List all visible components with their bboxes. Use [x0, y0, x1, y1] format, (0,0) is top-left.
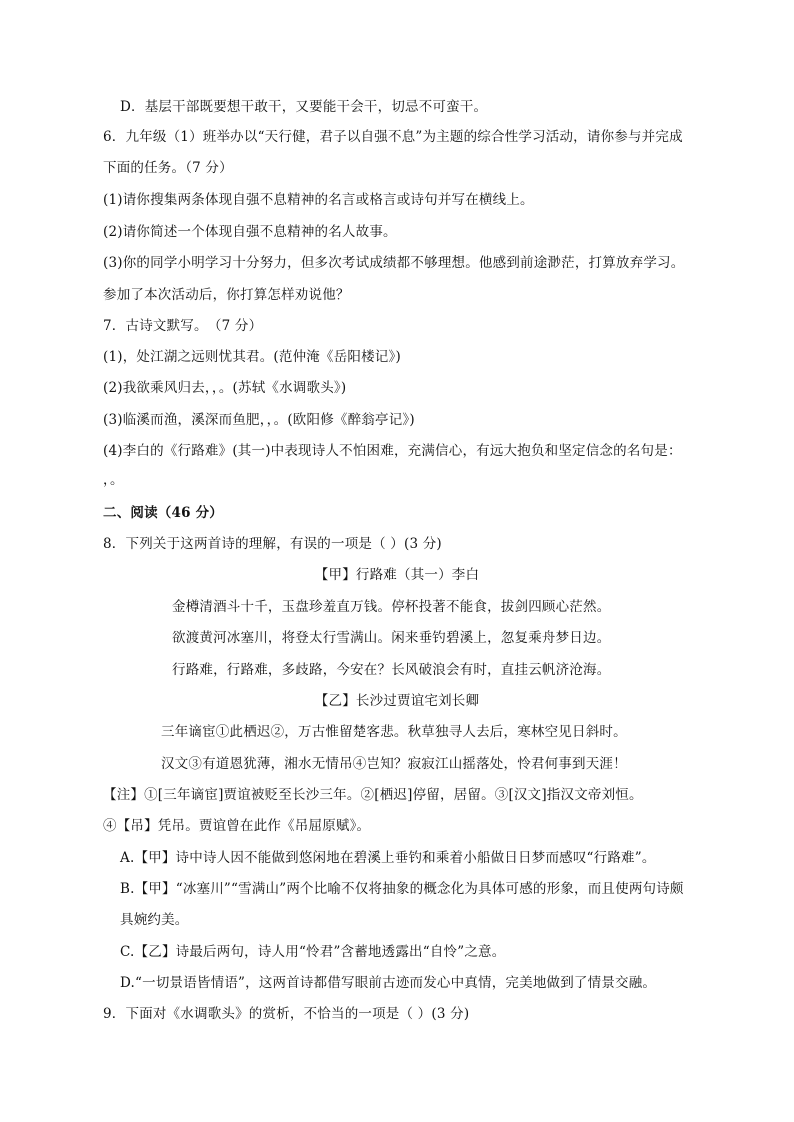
poem-b-line2: 汉文③有道恩犹薄，湘水无情吊④岂知？寂寂江山摇落处，怜君何事到天涯！: [161, 756, 627, 772]
q6-stem-line1: 6．九年级（1）班举办以“天行健，君子以自强不息”为主题的综合性学习活动，请你参与并完成: [103, 129, 683, 145]
q9-stem: 9．下面对《水调歌头》的赏析，不恰当的一项是（ ）(3 分): [103, 1006, 470, 1022]
poem-a-line2: 欲渡黄河冰塞川，将登太行雪满山。闲来垂钓碧溪上，忽复乘舟梦日边。: [172, 630, 611, 646]
q7-item3: (3)临溪而渔，溪深而鱼肥，，。(欧阳修《醉翁亭记》): [103, 412, 415, 428]
q8-option-b-line1: B.【甲】“冰塞川”“雪满山”两个比喻不仅将抽象的概念化为具体可感的形象，而且使两句诗颇: [120, 881, 684, 897]
q6-task1: (1)请你搜集两条体现自强不息精神的名言或格言或诗句并写在横线上。: [103, 192, 534, 208]
q8-stem: 8．下列关于这两首诗的理解，有误的一项是（ ）(3 分): [103, 536, 442, 552]
poem-a-title: 【甲】行路难（其一）李白: [314, 567, 480, 583]
q8-option-a: A.【甲】诗中诗人因不能做到悠闲地在碧溪上垂钓和乘着小船做日日梦而感叹“行路难”。: [120, 850, 656, 866]
q6-task3-line1: (3)你的同学小明学习十分努力，但多次考试成绩都不够理想。他感到前途渺茫，打算放弃学习。: [103, 255, 685, 271]
q6-stem-line2: 下面的任务。（7 分）: [103, 160, 233, 176]
q8-note-line1: 【注】①[三年谪宦]贾谊被贬至长沙三年。②[栖迟]停留，居留。③[汉文]指汉文帝刘恒。: [103, 787, 643, 803]
section2-title: 二、阅读（46 分）: [103, 505, 223, 521]
q7-stem: 7．古诗文默写。 （7 分）: [103, 318, 263, 334]
q7-item4-line1: (4)李白的《行路难》(其一)中表现诗人不怕困难，充满信心，有远大抱负和坚定信念的名句是：: [103, 443, 682, 459]
q8-note-line2: ④【吊】凭吊。贾谊曾在此作《吊屈原赋》。: [103, 818, 371, 834]
q8-option-c: C.【乙】诗最后两句，诗人用“怜君”含蓄地透露出“自怜”之意。: [120, 944, 506, 960]
q7-item2: (2)我欲乘风归去，，。(苏轼《水调歌头》): [103, 380, 347, 396]
poem-b-line1: 三年谪宦①此栖迟②，万古惟留楚客悲。秋草独寻人去后，寒林空见日斜时。: [161, 724, 627, 740]
q6-task2: (2)请你简述一个体现自强不息精神的名人故事。: [103, 224, 397, 240]
q8-option-b-line2: 具婉约美。: [120, 912, 189, 928]
q8-option-d: D.“一切景语皆情语”，这两首诗都借写眼前古迹而发心中真情，完美地做到了情景交融。: [120, 975, 657, 991]
q5-option-d: D．基层干部既要想干敢干，又要能干会干，切忌不可蛮干。: [120, 99, 488, 115]
poem-a-line1: 金樽清酒斗十千，玉盘珍羞直万钱。停杯投著不能食，拔剑四顾心茫然。: [172, 599, 611, 615]
q7-item1: (1)，处江湖之远则忧其君。(范仲淹《岳阳楼记》): [103, 349, 401, 365]
poem-a-line3: 行路难，行路难，多歧路，今安在？长风破浪会有时，直挂云帆济沧海。: [172, 662, 611, 678]
poem-b-title: 【乙】长沙过贾谊宅刘长卿: [314, 693, 480, 709]
q6-task3-line2: 参加了本次活动后，你打算怎样劝说他？: [103, 287, 350, 303]
q7-item4-line2: ，。: [103, 472, 124, 488]
